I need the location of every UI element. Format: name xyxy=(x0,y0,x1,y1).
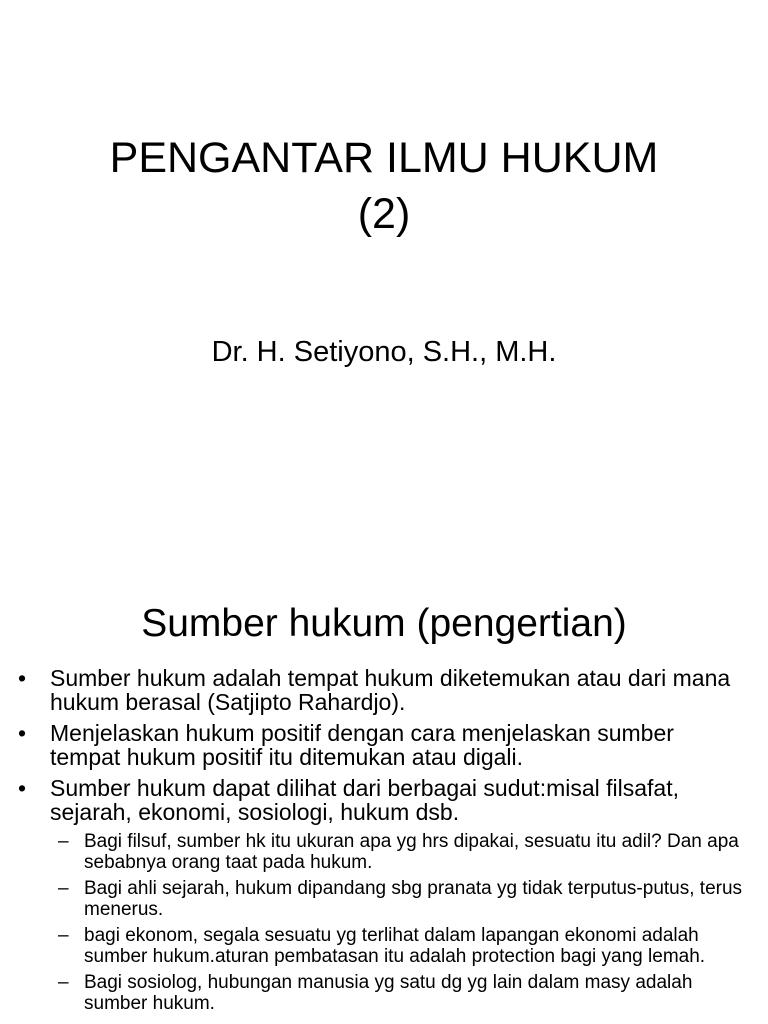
dash-marker: – xyxy=(58,878,69,899)
bullet-text: Menjelaskan hukum positif dengan cara menjelaskan sumber tempat hukum positif itu ditemukan atau digali. xyxy=(50,720,674,770)
sub-bullet-item xyxy=(18,972,748,1014)
slide-title-line-2: (2) xyxy=(357,190,411,238)
bullet-marker: • xyxy=(18,665,27,691)
bullet-marker: • xyxy=(18,775,27,801)
sub-bullet-text: Bagi ahli sejarah, hukum dipandang sbg pranata yg tidak terputus-putus, terus menerus. xyxy=(84,878,743,920)
slide-title xyxy=(0,130,768,242)
author-name: Dr. H. Setiyono, S.H., M.H. xyxy=(211,336,557,368)
sub-bullet-item xyxy=(18,831,748,873)
bullet-item xyxy=(18,776,748,824)
bullet-list xyxy=(18,666,748,1019)
slide-heading: Sumber hukum (pengertian) xyxy=(141,602,627,645)
sub-bullet-list xyxy=(18,831,748,1014)
bullet-text: Sumber hukum dapat dilihat dari berbagai sudut:misal filsafat, sejarah, ekonomi, sosiologi, hukum dsb. xyxy=(50,775,680,825)
bullet-text: Sumber hukum adalah tempat hukum diketemukan atau dari mana hukum berasal (Satjipto Rahardjo). xyxy=(50,665,731,715)
slide-sumber-hukum xyxy=(0,512,768,1024)
slide-title-line-1: PENGANTAR ILMU HUKUM xyxy=(109,134,659,182)
bullet-marker: • xyxy=(18,720,27,746)
sub-bullet-item xyxy=(18,925,748,967)
dash-marker: – xyxy=(58,925,69,946)
sub-bullet-text: bagi ekonom, segala sesuatu yg terlihat dalam lapangan ekonomi adalah sumber hukum.aturan pembatasan itu adalah protection bagi yang lemah. xyxy=(84,925,706,967)
sub-bullet-text: Bagi filsuf, sumber hk itu ukuran apa yg hrs dipakai, sesuatu itu adil? Dan apa sebabnya orang taat pada hukum. xyxy=(84,831,739,873)
dash-marker: – xyxy=(58,831,69,852)
bullet-item xyxy=(18,721,748,769)
dash-marker: – xyxy=(58,972,69,993)
sub-bullet-text: Bagi sosiolog, hubungan manusia yg satu dg yg lain dalam masy adalah sumber hukum. xyxy=(84,972,693,1014)
sub-bullet-item xyxy=(18,878,748,920)
bullet-item xyxy=(18,666,748,714)
